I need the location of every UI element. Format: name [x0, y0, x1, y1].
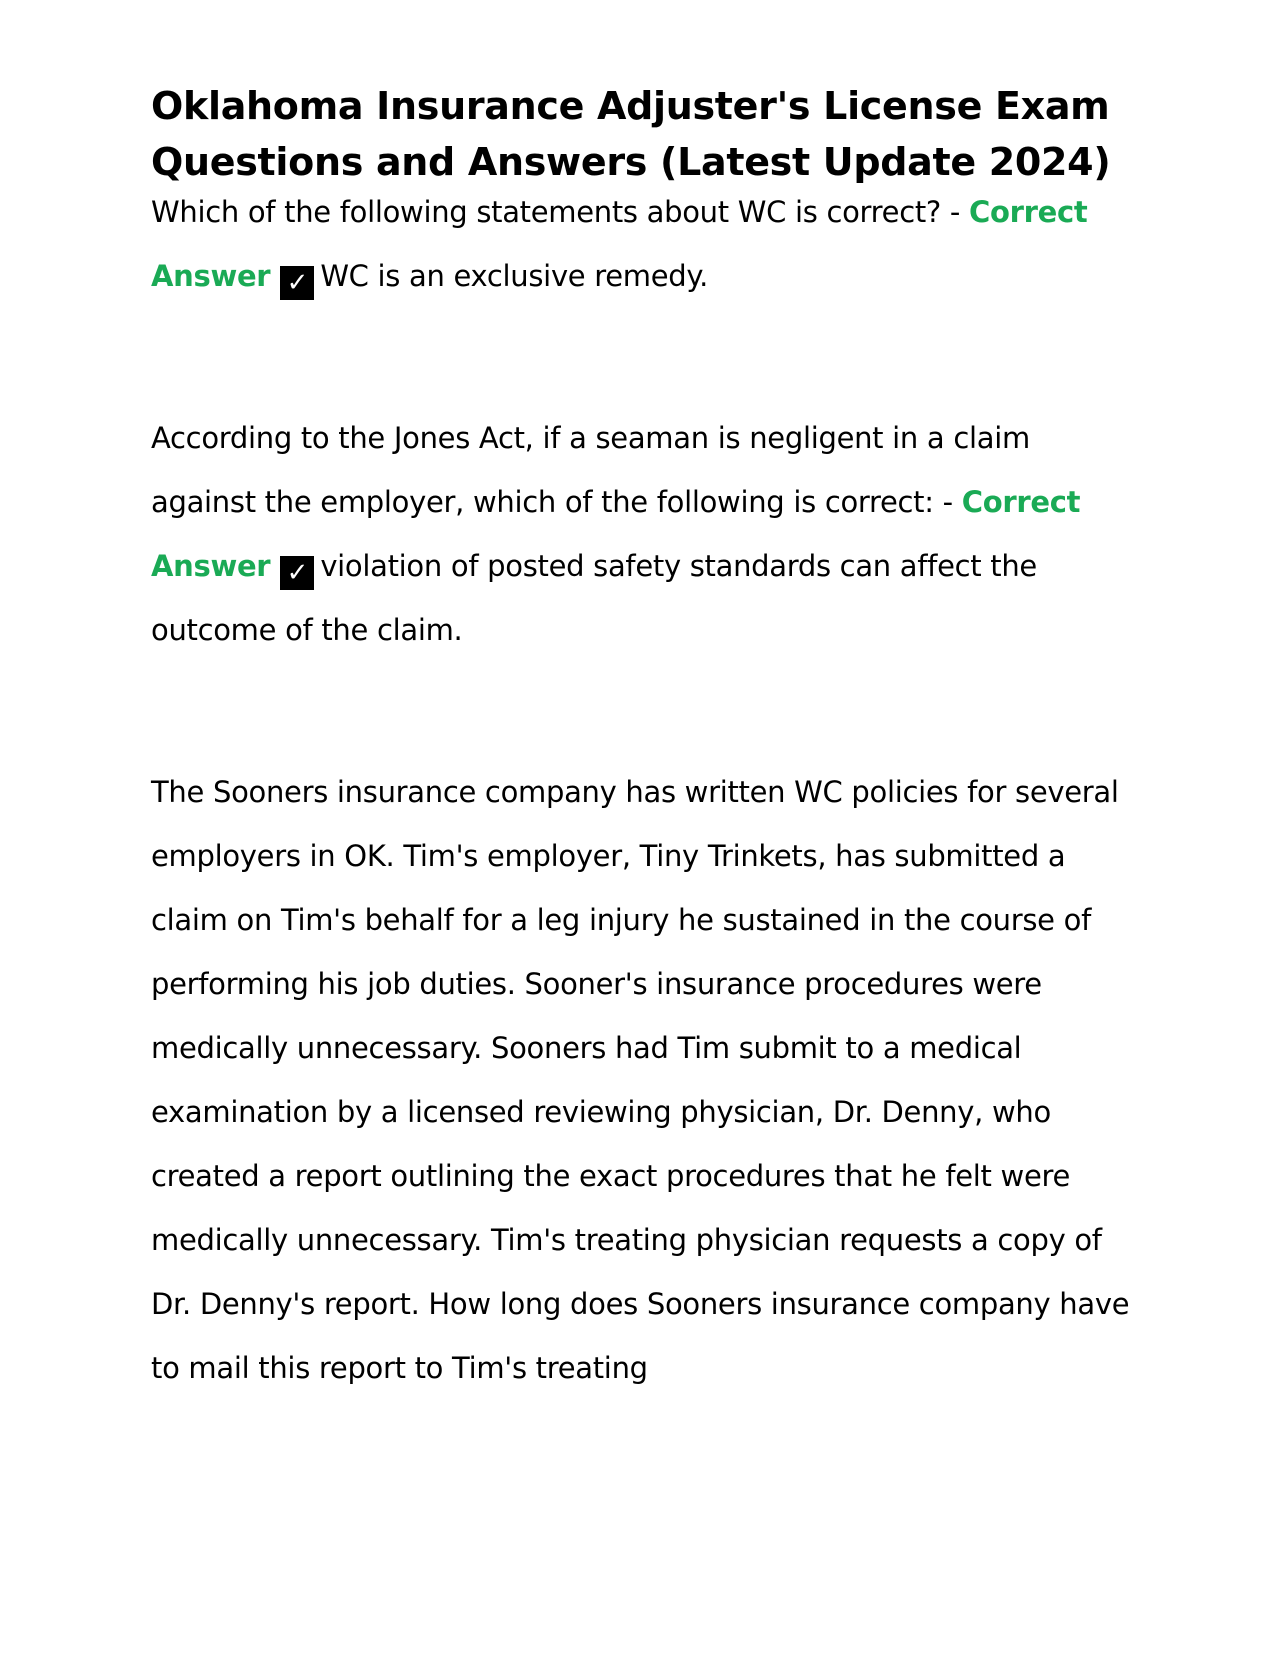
- answer-text: violation of posted safety standards can affect the outcome of the claim.: [151, 549, 1037, 647]
- answer-text: WC is an exclusive remedy.: [320, 259, 709, 293]
- answer-label: Correct Answer: [151, 485, 1081, 583]
- question-text: The Sooners insurance company has written WC policies for several employers in OK. Tim's employer, Tiny Trinkets, has submitted a claim on Tim's behalf for a leg injury he sustained in the course of performing his job duties. Sooner's insurance procedures were medically unnecessary. Sooners had Tim submit to a medical examination by a licensed reviewing physician, Dr. Denny, who created a report outlining the exact procedures that he felt were medically unnecessary. Tim's treating physician requests a copy of Dr. Denny's report. How long does Sooners insurance company have to mail this report to Tim's treating: [151, 775, 1130, 1385]
- answer-label: Correct Answer: [151, 195, 1088, 293]
- check-box-icon: ✓: [280, 266, 314, 300]
- qa-item: [151, 760, 1131, 1400]
- qa-item: [151, 406, 1131, 662]
- document-title: Oklahoma Insurance Adjuster's License Exam Questions and Answers (Latest Update 2024): [151, 84, 1111, 184]
- qa-item: [151, 180, 1131, 308]
- question-text: According to the Jones Act, if a seaman is negligent in a claim against the employer, which of the following is correct: -: [151, 421, 1030, 519]
- check-box-icon: ✓: [280, 556, 314, 590]
- question-text: Which of the following statements about WC is correct? -: [151, 195, 961, 229]
- document-page: [151, 78, 1131, 1400]
